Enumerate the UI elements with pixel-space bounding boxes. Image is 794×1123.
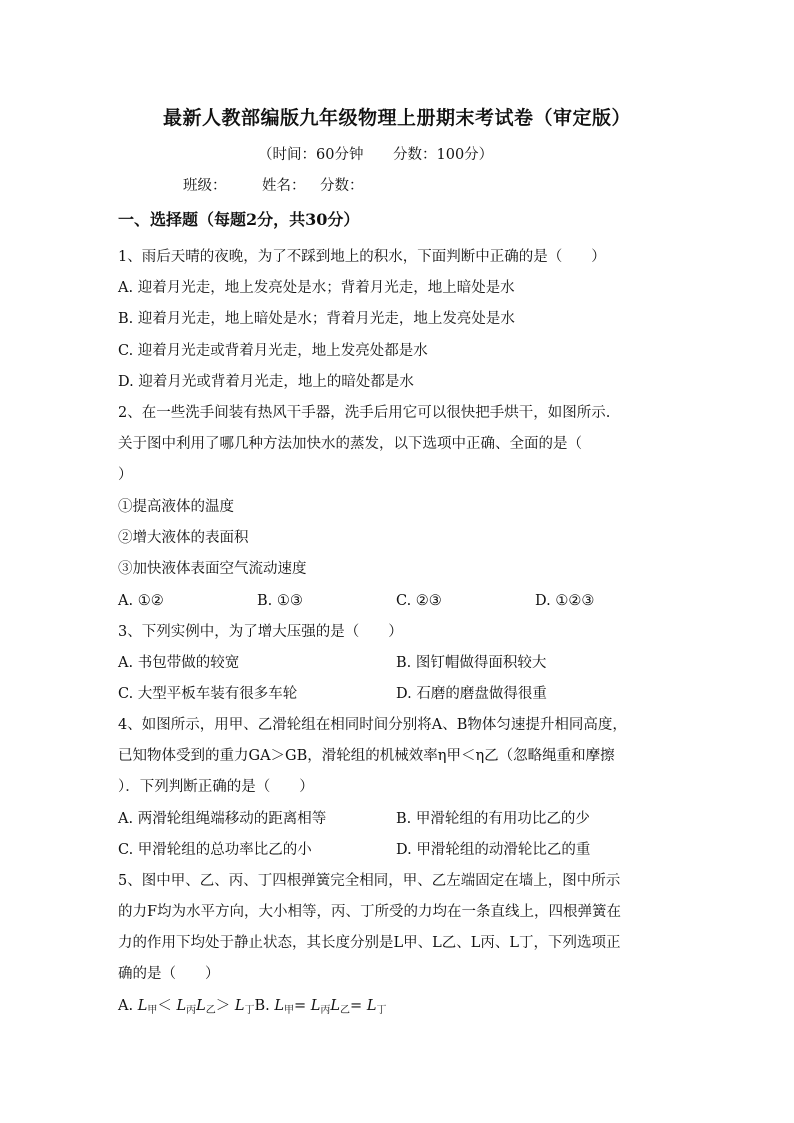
q5-sub-ding: 丁 [244, 1005, 255, 1016]
q5-sub-yi: 乙 [340, 1005, 351, 1016]
time-info: （时间：60分钟 [258, 147, 364, 163]
q5-greater-than: ＞ [215, 998, 235, 1014]
class-label: 班级： [183, 178, 227, 194]
q5-options [118, 996, 386, 1021]
q5-stem-line3: 力的作用下均处于静止状态，其长度分别是L甲、L乙、L丙、L丁，下列选项正 [118, 935, 621, 951]
q5-L-symbol: L [366, 998, 377, 1014]
q4-option-c: C. 甲滑轮组的总功率比乙的小 [118, 842, 312, 858]
q5-less-than: ＜ [157, 998, 177, 1014]
q5-L-symbol: L [330, 998, 341, 1014]
q4-option-b: B. 甲滑轮组的有用功比乙的少 [396, 811, 590, 827]
name-label: 姓名： [262, 178, 306, 194]
q4-stem-line2: 已知物体受到的重力GA＞GB，滑轮组的机械效率η甲＜η乙（忽略绳重和摩擦 [118, 748, 615, 764]
q1-stem: 1、雨后天晴的夜晚，为了不踩到地上的积水，下面判断中正确的是（ ） [118, 249, 606, 265]
q1-option-c: C. 迎着月光走或背着月光走，地上发亮处都是水 [118, 343, 428, 359]
q3-option-c: C. 大型平板车装有很多车轮 [118, 686, 298, 702]
q2-method-2: ②增大液体的表面积 [118, 530, 249, 546]
q5-stem-line2: 的力F均为水平方向，大小相等，丙、丁所受的力均在一条直线上，四根弹簧在 [118, 904, 622, 920]
q2-option-c: C. ②③ [396, 593, 442, 609]
exam-title: 最新人教部编版九年级物理上册期末考试卷（审定版） [162, 107, 631, 129]
q5-L-symbol: L [234, 998, 245, 1014]
q5-sub-jia: 甲 [284, 1005, 294, 1016]
q5-sub-bing: 丙 [186, 1005, 197, 1016]
q5-stem-line1: 5、图中甲、乙、丙、丁四根弹簧完全相同，甲、乙左端固定在墙上，图中所示 [118, 873, 621, 889]
q2-stem-line1: 2、在一些洗手间装有热风干手器，洗手后用它可以很快把手烘干，如图所示. [118, 405, 611, 421]
q4-option-a: A. 两滑轮组绳端移动的距离相等 [118, 811, 327, 827]
q5-stem-line4: 确的是（ ） [118, 966, 220, 982]
q5-sub-jia: 甲 [147, 1005, 158, 1016]
q5-option-a-label: A. [118, 998, 138, 1014]
q5-sub-bing: 丙 [320, 1005, 331, 1016]
q5-L-symbol: L [137, 998, 148, 1014]
q5-L-symbol: L [274, 998, 284, 1014]
q5-L-symbol: L [176, 998, 187, 1014]
score-label: 分数： [320, 178, 364, 194]
q3-option-b: B. 图钉帽做得面积较大 [396, 655, 547, 671]
q4-stem-line1: 4、如图所示，用甲、乙滑轮组在相同时间分别将A、B物体匀速提升相同高度， [118, 717, 627, 733]
q3-option-d: D. 石磨的磨盘做得很重 [396, 686, 547, 702]
q5-L-symbol: L [310, 998, 321, 1014]
q2-stem-line3: ） [118, 467, 133, 483]
q5-L-symbol: L [196, 998, 206, 1014]
q1-option-a: A. 迎着月光走，地上发亮处是水；背着月光走，地上暗处是水 [118, 280, 515, 296]
q2-option-d: D. ①②③ [535, 593, 595, 609]
q2-method-3: ③加快液体表面空气流动速度 [118, 561, 307, 577]
q5-sub-yi: 乙 [205, 1005, 216, 1016]
q5-option-b-label: B. [254, 998, 275, 1014]
q5-equals: = [294, 998, 311, 1014]
q3-option-a: A. 书包带做的较宽 [118, 655, 240, 671]
q2-option-a: A. ①② [118, 593, 164, 609]
q4-stem-line3: ）．下列判断正确的是（ ） [118, 779, 314, 795]
q2-stem-line2: 关于图中利用了哪几种方法加快水的蒸发，以下选项中正确、全面的是（ [118, 436, 582, 452]
q2-method-1: ①提高液体的温度 [118, 499, 234, 515]
q1-option-b: B. 迎着月光走，地上暗处是水；背着月光走，地上发亮处是水 [118, 311, 515, 327]
q3-stem: 3、下列实例中，为了增大压强的是（ ） [118, 624, 403, 640]
q2-option-b: B. ①③ [257, 593, 303, 609]
q5-equals: = [350, 998, 367, 1014]
q1-option-d: D. 迎着月光或背着月光走，地上的暗处都是水 [118, 374, 414, 390]
total-score-info: 分数：100分） [393, 147, 494, 163]
q4-option-d: D. 甲滑轮组的动滑轮比乙的重 [396, 842, 591, 858]
section-heading: 一、选择题（每题2分，共30分） [118, 210, 360, 229]
q5-sub-ding: 丁 [376, 1005, 387, 1016]
